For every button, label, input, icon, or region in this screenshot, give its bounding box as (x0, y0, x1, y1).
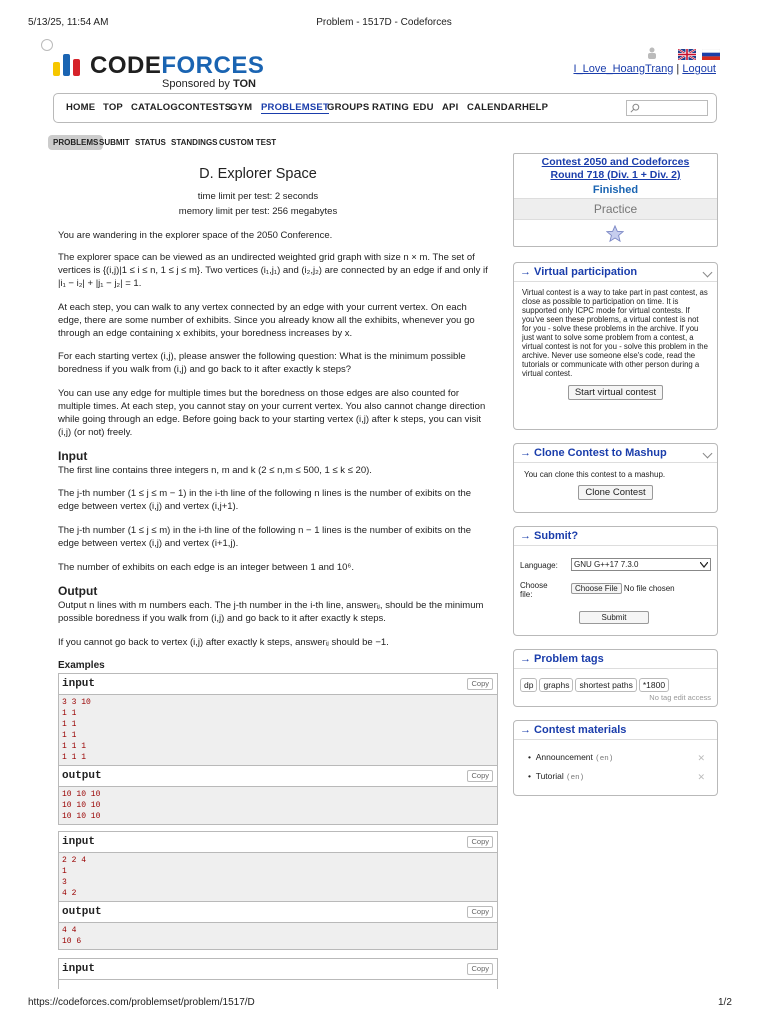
menu-groups[interactable]: GROUPS (327, 102, 370, 113)
example-1-input-label: input (62, 678, 96, 690)
example-2-output-label: output (62, 906, 102, 918)
submit-box (513, 526, 718, 636)
example-3-input-label: input (62, 963, 96, 975)
codeforces-logo[interactable] (52, 52, 265, 90)
input-heading: Input (58, 449, 88, 463)
examples-heading: Examples (58, 660, 105, 671)
user-separator: | (676, 63, 680, 75)
search-input[interactable] (626, 100, 708, 116)
logo-text: CODEFORCES (90, 52, 265, 79)
menu-gym[interactable]: GYM (230, 102, 253, 113)
practice-label[interactable]: Practice (514, 198, 717, 220)
tab-custom-test[interactable]: CUSTOM TEST (219, 138, 277, 147)
example-3-input-copy-button[interactable]: Copy (467, 963, 493, 975)
footer-url: https://codeforces.com/problemset/problem/1517/D (28, 997, 255, 1008)
user-links (573, 63, 716, 75)
problem-title: D. Explorer Space (199, 166, 317, 182)
example-1-output-copy-button[interactable]: Copy (467, 770, 493, 782)
menu-contests[interactable]: CONTESTS (178, 102, 232, 113)
virtual-participation-text: Virtual contest is a way to take part in past contest, as close as possible to participation on time. It is supported only ICPC mode for virtual contests. If you've seen these problems, a virtual contest is not for you - solve these problems in the archive. If you just want to solve some problem from a contest, a virtual contest is not for you - solve this problem in the archive. Never use someone else's code, read the tutorials or communicate with other person during a virtual contest. (522, 288, 708, 378)
menu-problemset[interactable]: PROBLEMSET (261, 102, 329, 113)
menu-api[interactable]: API (442, 102, 459, 113)
logout-link[interactable]: Logout (682, 63, 716, 75)
russia-flag-icon[interactable] (702, 49, 720, 60)
tag-edit-note: No tag edit access (649, 693, 711, 702)
logo-bars-icon (52, 54, 82, 76)
choose-file-button[interactable]: Choose File (571, 583, 622, 594)
language-flags[interactable] (676, 46, 720, 64)
statement-paragraph-1: You are wandering in the explorer space of the 2050 Conference. (58, 230, 333, 241)
tag-difficulty[interactable]: *1800 (639, 678, 669, 692)
main-menu (53, 93, 717, 123)
chevron-down-icon (700, 562, 708, 568)
footer-page-number: 1/2 (718, 997, 732, 1008)
statement-paragraph-2: The explorer space can be viewed as an undirected weighted grid graph with size n × m. The set of vertices is {(i,j)|1 ≤ i ≤ n, 1 ≤ j ≤ m}. Two vertices (i₁,j₁) and (i₂,j₂) are connected by an edge if and only if |i₁ − i₂| + |j₁ − j₂| = 1. (58, 252, 488, 289)
menu-top[interactable]: TOP (103, 102, 123, 113)
time-limit: time limit per test: 2 seconds (197, 191, 319, 202)
chevron-down-icon[interactable] (703, 449, 713, 459)
tag-dp[interactable]: dp (520, 678, 537, 692)
contest-name-link[interactable]: Contest 2050 and Codeforces Round 718 (Div. 1 + Div. 2) (541, 156, 690, 181)
menu-rating[interactable]: RATING (372, 102, 409, 113)
tab-status[interactable]: STATUS (135, 138, 166, 147)
statement-paragraph-5: You can use any edge for multiple times but the boredness on those edges are also counted for multiple times. At each step, you cannot stay on your current vertex. You also cannot change direction while going through an edge. Before going back to your starting vertex (i,j) after k steps, you can visit (i,j) (or not) freely. (58, 388, 486, 438)
input-spec-2: The j-th number (1 ≤ j ≤ m − 1) in the i-th line of the following n lines is the number of exibits on the edge between vertex (i,j) and vertex (i,j+1). (58, 488, 472, 512)
language-select[interactable] (571, 558, 711, 571)
print-datetime: 5/13/25, 11:54 AM (28, 17, 109, 28)
sponsor-text: Sponsored by TON (162, 78, 256, 90)
menu-edu[interactable]: EDU (413, 102, 434, 113)
example-2-output-copy-button[interactable]: Copy (467, 906, 493, 918)
input-spec-4: The number of exhibits on each edge is an integer between 1 and 10⁶. (58, 562, 354, 573)
material-item[interactable]: • Tutorial (en) (528, 771, 585, 782)
file-status: No file chosen (623, 584, 675, 593)
tab-problems[interactable]: PROBLEMS (48, 135, 103, 150)
example-2 (58, 831, 498, 950)
example-2-input-copy-button[interactable]: Copy (467, 836, 493, 848)
material-item[interactable]: • Announcement (en) (528, 752, 614, 763)
output-spec-2: If you cannot go back to vertex (i,j) after exactly k steps, answerᵢⱼ should be −1. (58, 637, 389, 648)
clone-contest-button[interactable]: Clone Contest (578, 485, 652, 500)
submit-title: → Submit? (520, 530, 579, 542)
contest-materials-title: → Contest materials (520, 724, 627, 736)
start-virtual-contest-button[interactable]: Start virtual contest (568, 385, 663, 400)
contest-status: Finished (592, 184, 639, 196)
example-3 (58, 958, 498, 989)
tab-submit[interactable]: SUBMIT (99, 138, 130, 147)
output-spec-1: Output n lines with m numbers each. The j-th number in the i-th line, answerᵢⱼ, should be the minimum possible boredness if you walk from (i,j) and go back to it after exactly k steps. (58, 600, 484, 624)
star-icon[interactable] (606, 225, 624, 243)
example-1-output-label: output (62, 770, 102, 782)
input-spec-3: The j-th number (1 ≤ j ≤ m) in the i-th line of the following n − 1 lines is the number of exibits on the edge between vertex (i,j) and vertex (i+1,j). (58, 525, 472, 549)
language-label: Language: (520, 561, 558, 570)
menu-calendar[interactable]: CALENDAR (467, 102, 522, 113)
contest-materials-box (513, 720, 718, 796)
virtual-participation-title: → Virtual participation (520, 266, 638, 278)
chevron-down-icon[interactable] (703, 268, 713, 278)
clone-contest-text: You can clone this contest to a mashup. (524, 470, 666, 479)
settings-icon[interactable] (41, 39, 53, 51)
menu-home[interactable]: HOME (66, 102, 96, 113)
user-icon[interactable] (647, 46, 657, 58)
example-1-input-copy-button[interactable]: Copy (467, 678, 493, 690)
output-heading: Output (58, 584, 98, 598)
close-icon[interactable]: ✕ (697, 772, 705, 782)
uk-flag-icon[interactable] (678, 49, 696, 60)
example-2-output-text[interactable]: 4 4 10 6 (59, 923, 497, 949)
statement-paragraph-3: At each step, you can walk to any vertex connected by an edge with your current vertex. On each edge, there are some number of exhibits. Since you already know all the exhibits, whenever you go through an edge containing x exhibits, your boredness increases by x. (58, 302, 475, 339)
tab-standings[interactable]: STANDINGS (171, 138, 218, 147)
close-icon[interactable]: ✕ (697, 753, 705, 763)
print-title: Problem - 1517D - Codeforces (316, 17, 452, 28)
input-spec-1: The first line contains three integers n, m and k (2 ≤ n,m ≤ 500, 1 ≤ k ≤ 20). (58, 465, 372, 476)
memory-limit: memory limit per test: 256 megabytes (178, 206, 338, 217)
contest-box (513, 153, 718, 247)
submit-button[interactable]: Submit (579, 611, 650, 624)
example-1-input-text[interactable]: 3 3 10 1 1 1 1 1 1 1 1 1 1 1 1 (59, 695, 497, 766)
menu-catalog[interactable]: CATALOG (131, 102, 178, 113)
language-select-value: GNU G++17 7.3.0 (574, 560, 639, 569)
clone-contest-box (513, 443, 718, 513)
clone-contest-title: → Clone Contest to Mashup (520, 447, 667, 459)
user-handle-link[interactable]: I_Love_HoangTrang (573, 63, 674, 75)
example-1-output-text[interactable]: 10 10 10 10 10 10 10 10 10 (59, 787, 497, 824)
virtual-participation-box (513, 262, 718, 430)
search-icon (630, 103, 640, 113)
statement-paragraph-4: For each starting vertex (i,j), please answer the following question: What is the minimum possible boredness if you walk from (i,j) and go back to it after exactly k steps? (58, 351, 466, 375)
problem-tags-title: → Problem tags (520, 653, 604, 665)
problem-tags-box (513, 649, 718, 707)
tag-graphs[interactable]: graphs (539, 678, 573, 692)
example-1 (58, 673, 498, 825)
file-label: Choose file: (520, 581, 548, 599)
menu-help[interactable]: HELP (522, 102, 549, 113)
tag-shortest-paths[interactable]: shortest paths (575, 678, 636, 692)
example-2-input-text[interactable]: 2 2 4 1 3 4 2 (59, 853, 497, 902)
example-2-input-label: input (62, 836, 96, 848)
